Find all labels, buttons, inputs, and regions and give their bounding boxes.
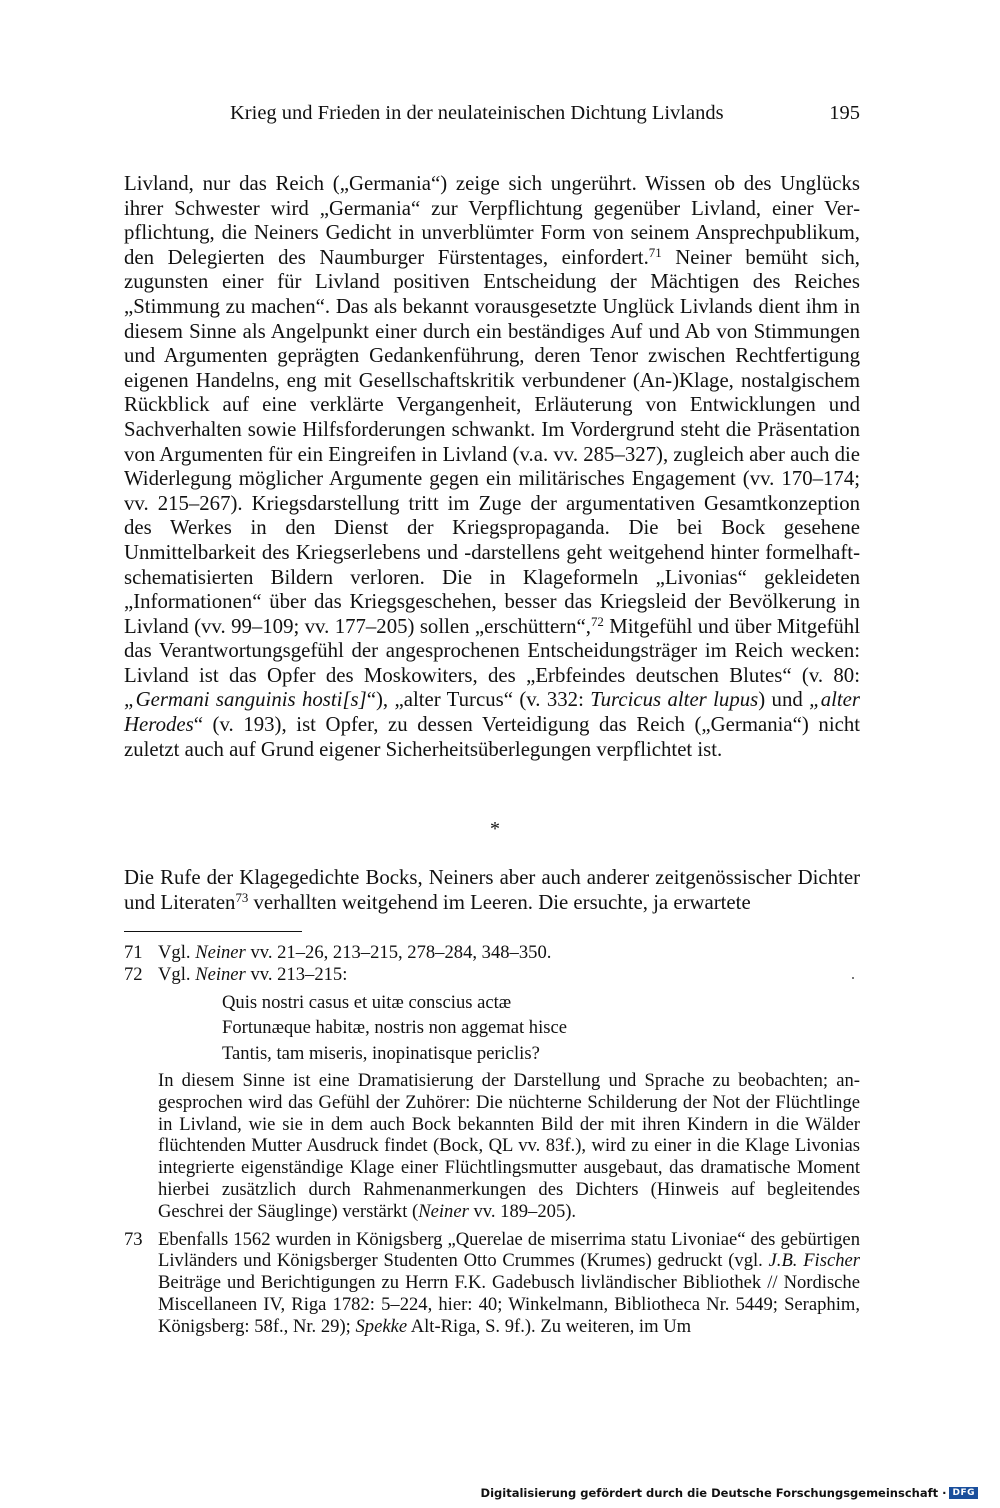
italic-author: Neiner bbox=[418, 1200, 469, 1222]
footnotes bbox=[124, 942, 860, 1338]
running-header bbox=[230, 102, 860, 132]
italic-author: Neiner bbox=[195, 942, 246, 963]
text-run: Alt-Riga, S. 9f.). Zu weiteren, im Um bbox=[407, 1315, 692, 1337]
italic-quote: „alter Herodes bbox=[124, 688, 860, 737]
text-run: Vgl. bbox=[158, 942, 196, 963]
footnote-72 bbox=[124, 964, 860, 1066]
italic-author: Neiner bbox=[195, 963, 246, 985]
page-number: 195 bbox=[829, 102, 860, 124]
italic-quote: Turcicus alter lupus bbox=[590, 688, 759, 712]
footnote-ref-73[interactable]: 73 bbox=[235, 890, 249, 905]
digitization-credit bbox=[481, 1486, 978, 1500]
text-run: vv. 213–215: bbox=[245, 963, 348, 985]
text-run: Ebenfalls 1562 wurden in Königsberg „Querelae de miserrima statu Livoniae“ des gebürtigen Livländers und Königsberger Studenten Otto Crummes (Krumes) gedruckt (vgl. bbox=[158, 1228, 860, 1272]
text-run: “ (v. 193), ist Opfer, zu dessen Verteidigung das Reich („Germania“) nicht zuletzt auch auf Grund eigener Sicherheitsüberlegungen verpflichtet ist. bbox=[124, 713, 860, 761]
text-run: verhallten weitgehend im Leeren. Die ersuchte, ja erwartete bbox=[248, 890, 751, 914]
main-paragraph bbox=[124, 172, 860, 762]
italic-quote: „Germani sanguinis hosti[s] bbox=[124, 688, 367, 712]
latin-verse bbox=[158, 990, 860, 1067]
text-run: vv. 21–26, 213–215, 278–284, 348–350. bbox=[245, 942, 552, 963]
section-break: * bbox=[490, 818, 500, 840]
text-run: Vgl. bbox=[158, 963, 196, 985]
footnote-71 bbox=[124, 942, 860, 964]
scan-speck bbox=[852, 977, 854, 979]
footnote-72-continuation bbox=[124, 1070, 860, 1223]
verse-line: Tantis, tam miseris, inopinatisque periclis? bbox=[222, 1042, 540, 1064]
text-run: vv. 189–205). bbox=[468, 1200, 577, 1222]
text-run: Die Rufe der Klagegedichte Bocks, Neiners aber auch anderer zeitgenössischer Dichter und Literaten bbox=[124, 866, 860, 914]
italic-author: J.B. Fischer bbox=[768, 1250, 860, 1272]
footnote-73 bbox=[124, 1229, 860, 1338]
footnote-number: 73 bbox=[124, 1228, 143, 1250]
second-paragraph bbox=[124, 866, 860, 915]
text-run: ) und bbox=[758, 688, 810, 712]
footnote-ref-71[interactable]: 71 bbox=[648, 245, 662, 260]
footnote-number: 71 bbox=[124, 942, 143, 963]
text-run: In diesem Sinne ist eine Dramatisierung der Darstellung und Sprache zu beobachten; angesprochen wird das Gefühl der Zuhörer: Die nüchterne Schilderung der Not der Flüchtlinge in Livland, wie sie in dem auch Bock bekannten Bild der mit ihren Kindern in die Wälder flüchtenden Mutter Ausdruck findet (Bock, QL vv. 83f.), wird zu einer in die Klage Livonias integrierte eigenständige Klage einer Flüchtlingsmutter ausgebaut, das dramatische Moment hierbei zusätzlich durch Rahmenanmerkungen des Dichters (Hinweis auf begleitendes Geschrei der Säuglinge) verstärkt ( bbox=[158, 1070, 860, 1222]
running-title: Krieg und Frieden in der neulateinischen Dichtung Livlands bbox=[230, 102, 724, 124]
text-run: Neiner bemüht sich, zugunsten einer für Livland positiven Entscheidung der Mächtigen des Reiches „Stimmung zu machen“. Das als bekannt vorausgesetzte Unglück Livlands dient ihm in diesem Sinne als Angelpunkt einer durch ein beständiges Auf und Ab von Stimmungen und Argumenten geprägten Gedankenführung, deren Tenor zwischen Rechtfertigung eigenen Handelns, eng mit Gesellschaftskritik verbundener (An-)Klage, nostalgischem Rückblick auf eine verklärte Vergangenheit, Erläuterung von Entwicklungen und Sachverhalten sowie Hilfsforderungen schwankt. Im Vordergrund steht die Präsentation von Argumenten für ein Eingreifen in Livland (v.a. vv. 285–327), zugleich aber auch die Widerlegung möglicher Argumente gegen ein militärisches Engagement (vv. 170–174; vv. 215–267). Kriegsdarstellung tritt im Zuge der argumentativen Gesamtkonzeption des Werkes in den Dienst der Kriegspropaganda. Die bei Bock gesehene Unmittelbarkeit des Kriegserlebens und -darstellens geht weitgehend hinter formelhaft-schematisierten Bildern verloren. Die in Klageformeln „Livonias“ gekleideten „Informationen“ über das Kriegsgeschehen, besser das Kriegsleid der Bevölkerung in Livland (vv. 99–109; vv. 177–205) sollen „erschüttern“, bbox=[124, 245, 860, 638]
text-run: Beiträge und Berichtigungen zu Herrn F.K. Gadebusch livländischer Bibliothek // Nordische Miscellaneen IV, Riga 1782: 5–224, hier: 40; Winkelmann, Bibliotheca Nr. 5449; Seraphim, Königsberg: 58f., Nr. 29); bbox=[158, 1272, 860, 1337]
dfg-logo-icon: DFG bbox=[949, 1487, 978, 1499]
text-run: “), „alter Turcus“ (v. 332: bbox=[366, 688, 591, 712]
footnote-number: 72 bbox=[124, 963, 143, 985]
italic-author: Spekke bbox=[355, 1315, 408, 1337]
footnote-divider bbox=[124, 931, 302, 932]
credit-text: Digitalisierung gefördert durch die Deutsche Forschungsgemeinschaft · bbox=[480, 1486, 947, 1500]
text-run: Mitgefühl und über Mitgefühl das Verantwortungsgefühl der angesprochenen Entscheidungsträger im Reich wecken: Livland ist das Opfer des Moskowiters, des „Erbfeindes deutschen Blutes“ (v. 80: bbox=[124, 614, 860, 687]
text-run: Livland, nur das Reich („Germania“) zeige sich ungerührt. Wissen ob des Unglücks ihrer Schwester wird „Germania“ zur Verpflichtung gegenüber Livland, einer Verpflichtung, die Neiners Gedicht in unverblümter Form von seinem Ansprechpublikum, den Delegierten des Naumburger Fürstentages, einfordert. bbox=[124, 172, 860, 269]
verse-line: Fortunæque habitæ, nostris non aggemat hisce bbox=[222, 1017, 567, 1039]
verse-line: Quis nostri casus et uitæ conscius actæ bbox=[222, 991, 512, 1013]
footnote-ref-72[interactable]: 72 bbox=[590, 614, 604, 629]
